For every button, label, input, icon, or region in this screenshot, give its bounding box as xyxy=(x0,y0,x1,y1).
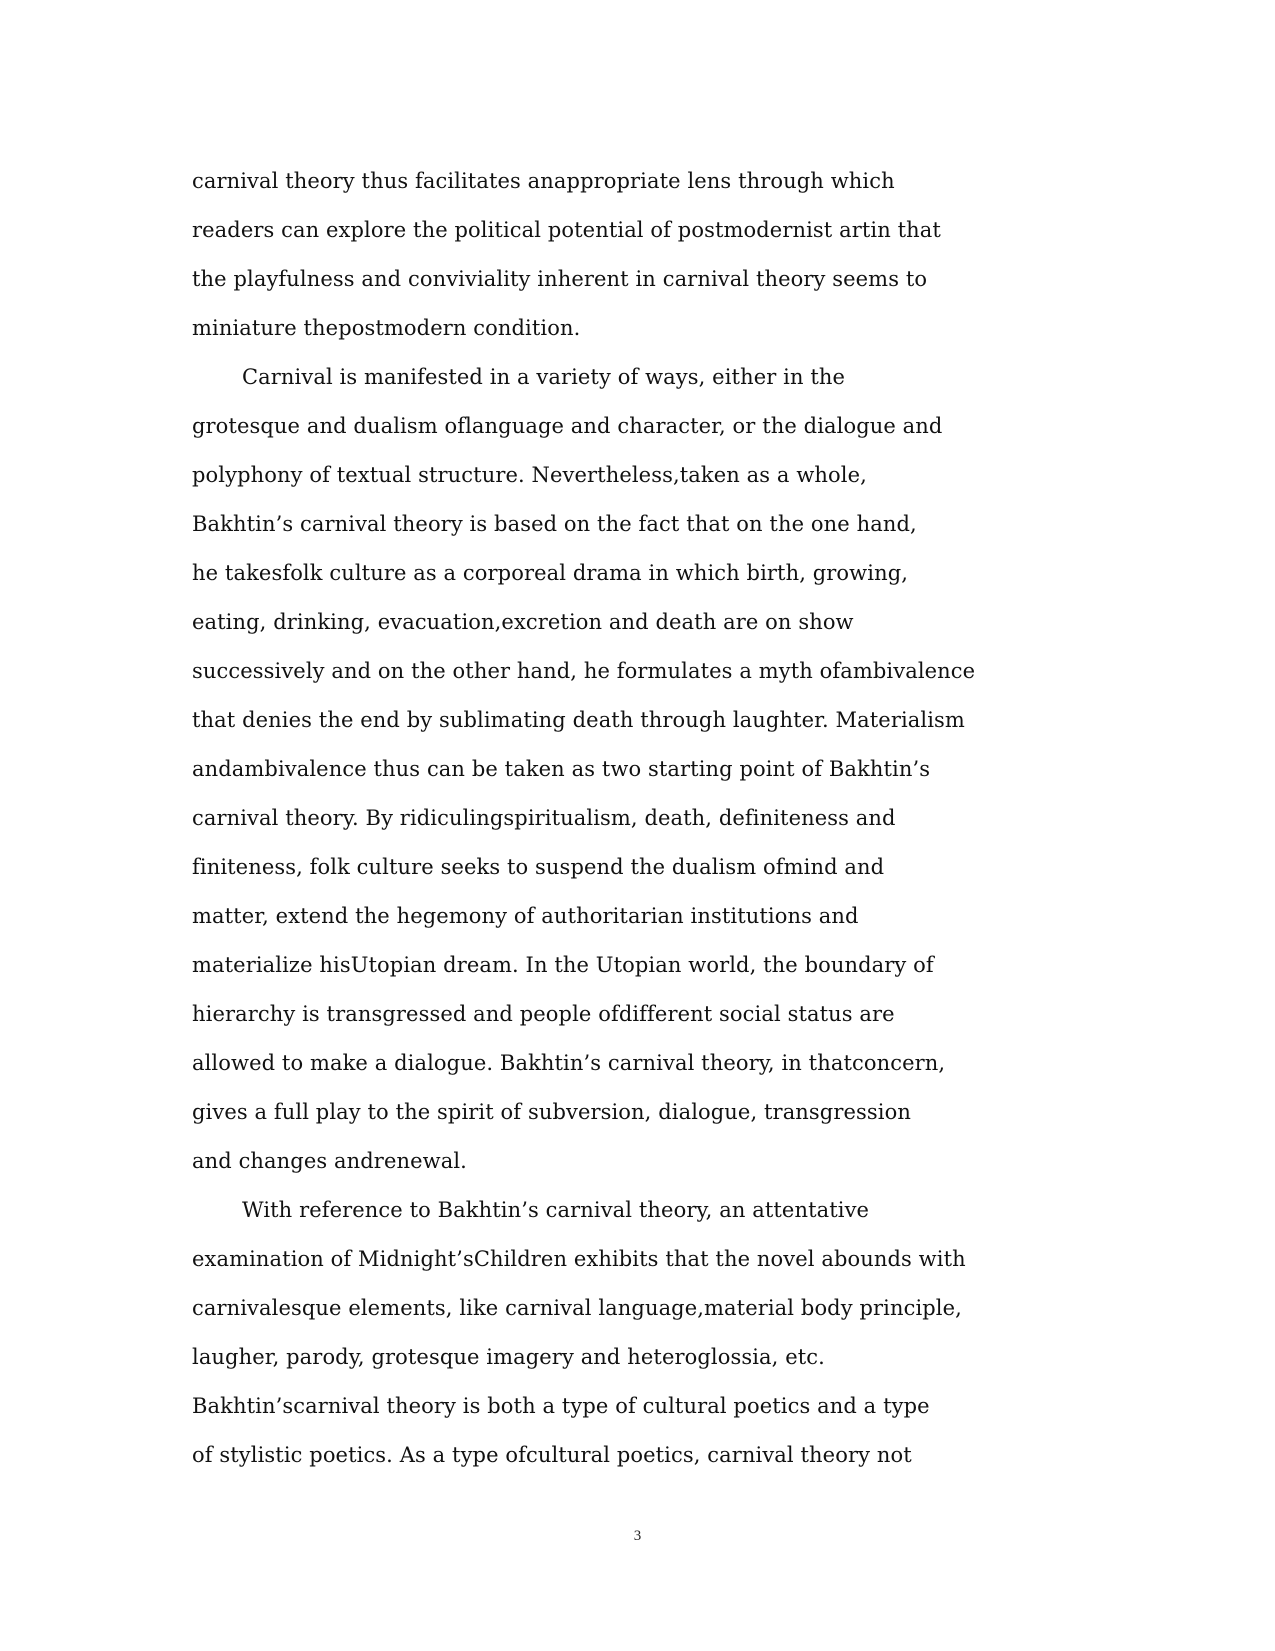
text-line: Bakhtin’s carnival theory is based on the fact that on the one hand, xyxy=(192,512,917,536)
text-line: grotesque and dualism oflanguage and character, or the dialogue and xyxy=(192,414,943,438)
text-line: and changes andrenewal. xyxy=(192,1149,467,1173)
text-line: finiteness, folk culture seeks to suspend the dualism ofmind and xyxy=(192,855,885,879)
text-line: successively and on the other hand, he formulates a myth ofambivalence xyxy=(192,659,976,683)
text-line: carnival theory. By ridiculingspiritualism, death, definiteness and xyxy=(192,806,896,830)
text-line: carnivalesque elements, like carnival language,material body principle, xyxy=(192,1296,962,1320)
text-line: matter, extend the hegemony of authoritarian institutions and xyxy=(192,904,859,928)
text-line: the playfulness and conviviality inherent in carnival theory seems to xyxy=(192,267,928,291)
text-line: of stylistic poetics. As a type ofcultural poetics, carnival theory not xyxy=(192,1443,912,1467)
text-line: hierarchy is transgressed and people ofdifferent social status are xyxy=(192,1002,895,1026)
body-text xyxy=(192,162,1092,1485)
text-line: allowed to make a dialogue. Bakhtin’s carnival theory, in thatconcern, xyxy=(192,1051,946,1075)
paragraph-first-line: Carnival is manifested in a variety of ways, either in the xyxy=(242,365,846,389)
text-line: miniature thepostmodern condition. xyxy=(192,316,581,340)
text-line: Bakhtin’scarnival theory is both a type of cultural poetics and a type xyxy=(192,1394,930,1418)
text-line: gives a full play to the spirit of subversion, dialogue, transgression xyxy=(192,1100,911,1124)
page-number: 3 xyxy=(633,1528,642,1544)
text-line: eating, drinking, evacuation,excretion and death are on show xyxy=(192,610,854,634)
text-line: examination of Midnight’sChildren exhibits that the novel abounds with xyxy=(192,1247,966,1271)
text-line: that denies the end by sublimating death through laughter. Materialism xyxy=(192,708,965,732)
text-line: he takesfolk culture as a corporeal drama in which birth, growing, xyxy=(192,561,909,585)
paragraph-first-line: With reference to Bakhtin’s carnival theory, an attentative xyxy=(242,1198,870,1222)
text-line: andambivalence thus can be taken as two starting point of Bakhtin’s xyxy=(192,757,931,781)
text-line: readers can explore the political potential of postmodernist artin that xyxy=(192,218,941,242)
text-line: materialize hisUtopian dream. In the Utopian world, the boundary of xyxy=(192,953,934,977)
text-line: carnival theory thus facilitates anappropriate lens through which xyxy=(192,169,895,193)
text-line: polyphony of textual structure. Nevertheless,taken as a whole, xyxy=(192,463,867,487)
text-line: laugher, parody, grotesque imagery and heteroglossia, etc. xyxy=(192,1345,825,1369)
